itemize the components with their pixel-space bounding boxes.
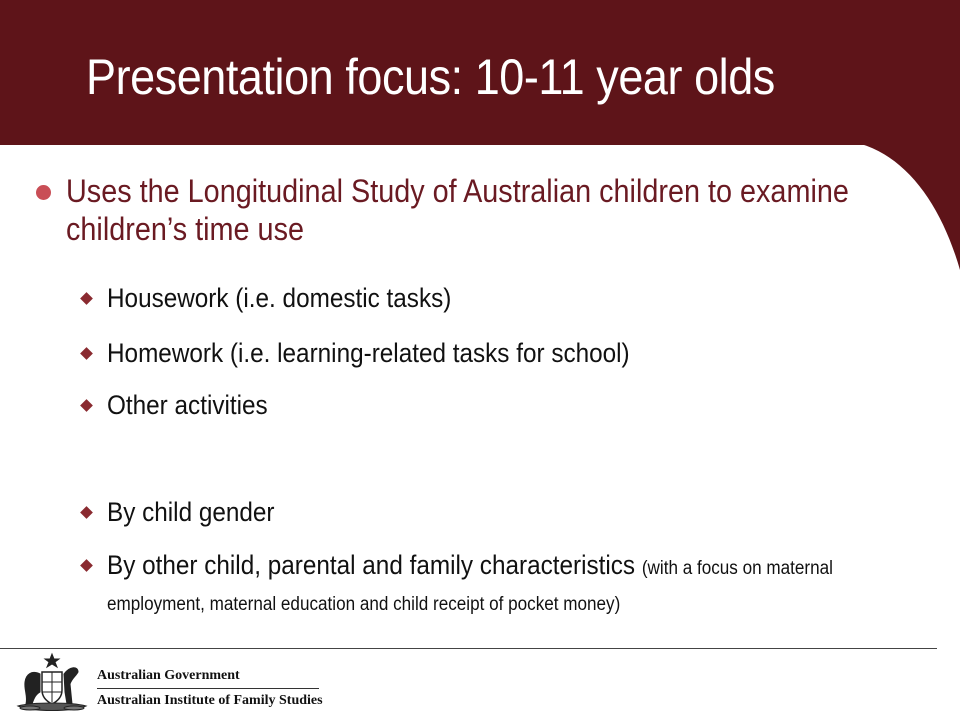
sub-item-main-text: By other child, parental and family characteristics [107, 550, 636, 580]
institute-label: Australian Institute of Family Studies [97, 693, 323, 708]
diamond-bullet-icon [80, 506, 93, 519]
sub-item-gender [80, 496, 900, 528]
coat-of-arms-icon [12, 652, 92, 716]
diamond-bullet-icon [80, 399, 93, 412]
sub-item-homework [80, 337, 900, 369]
sub-item-text: Homework (i.e. learning-related tasks for school) [107, 338, 630, 368]
sub-item-text [107, 549, 899, 621]
diamond-bullet-icon [80, 559, 93, 572]
sub-item-other-activities [80, 389, 900, 421]
main-bullet [36, 172, 906, 248]
gov-label: Australian Government [97, 668, 240, 683]
sub-item-note: (with a focus on maternal employment, maternal education and child receipt of pocket money) [107, 558, 833, 615]
sub-item-text: By child gender [107, 497, 275, 527]
sub-item-characteristics [80, 549, 900, 621]
sub-item-text: Other activities [107, 390, 268, 420]
footer-separator [97, 688, 319, 689]
sub-item-text: Housework (i.e. domestic tasks) [107, 283, 452, 313]
diamond-bullet-icon [80, 347, 93, 360]
bullet-dot-icon [36, 185, 51, 200]
main-bullet-text: Uses the Longitudinal Study of Australian children to examine children’s time use [66, 173, 849, 247]
slide-title: Presentation focus: 10-11 year olds [86, 49, 775, 105]
footer-divider [0, 648, 937, 649]
diamond-bullet-icon [80, 292, 93, 305]
sub-item-housework [80, 282, 900, 314]
